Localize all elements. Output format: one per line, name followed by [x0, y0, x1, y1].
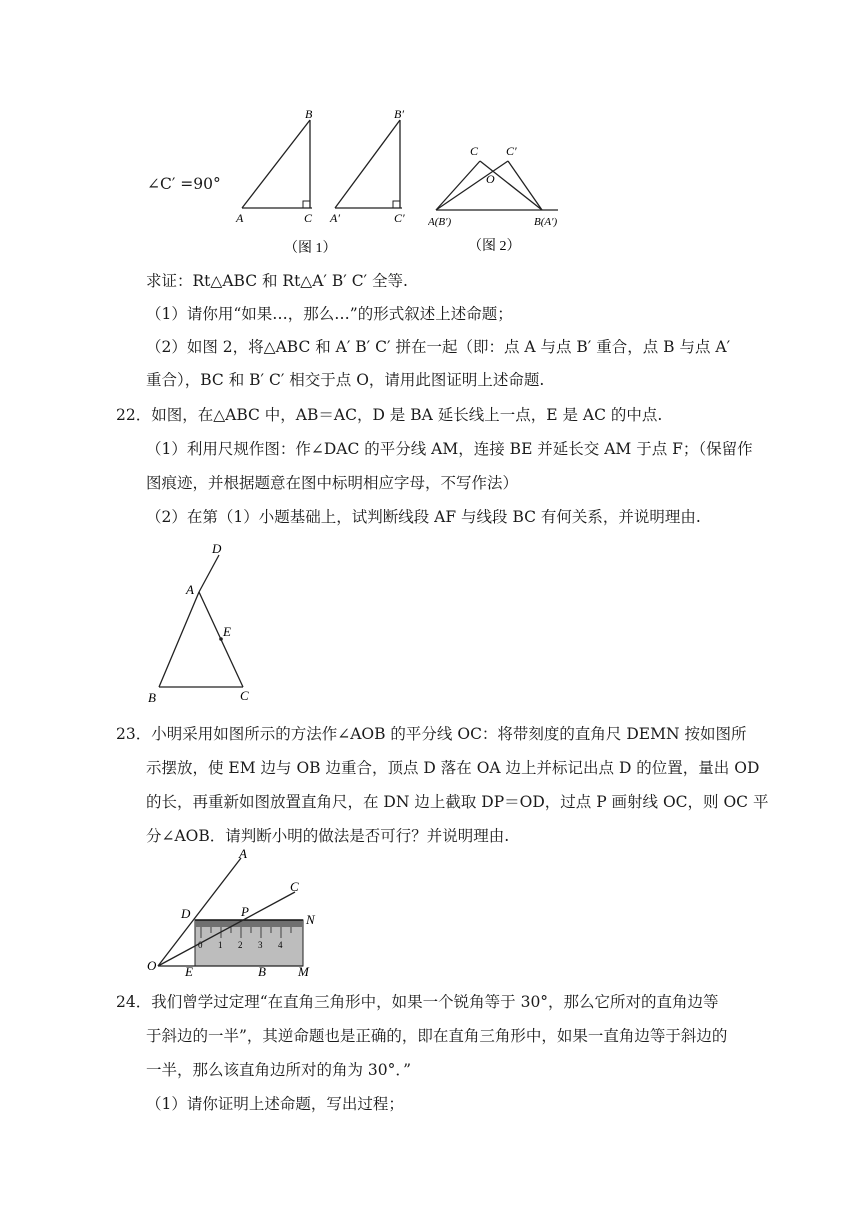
q23-line-1: 23．小明采用如图所示的方法作∠AOB 的平分线 OC：将带刻度的直角尺 DEMN 按如图所 — [116, 725, 747, 743]
q21-figure-1 — [230, 102, 430, 260]
label-O: O — [147, 958, 157, 973]
label-D: D — [181, 906, 191, 921]
q24-line-4: （1）请你证明上述命题，写出过程； — [146, 1095, 404, 1113]
ruler-tick-3: 3 — [258, 940, 263, 950]
q22-line-1: 22．如图，在△ABC 中，AB＝AC，D 是 BA 延长线上一点，E 是 AC 的中点. — [116, 406, 663, 424]
label-A: A — [236, 211, 244, 225]
ruler-tick-4: 4 — [278, 940, 283, 950]
label-C-prime: C′ — [394, 211, 405, 225]
label-C: C — [304, 211, 313, 225]
label-A: A — [239, 846, 247, 861]
q21-line-1: 求证：Rt△ABC 和 Rt△A′ B′ C′ 全等. — [146, 272, 408, 290]
label-C-prime: C′ — [506, 144, 517, 158]
label-M: M — [298, 964, 309, 978]
q21-line-2: （1）请你用“如果…，那么…”的形式叙述上述命题； — [146, 305, 513, 323]
label-A-B-prime: A(B′) — [428, 216, 452, 228]
ruler-tick-2: 2 — [238, 940, 243, 950]
q23-figure — [143, 846, 323, 978]
label-C: C — [470, 144, 479, 158]
q23-line-2: 示摆放，使 EM 边与 OB 边重合，顶点 D 落在 OA 边上并标记出点 D 的位置，量出 OD — [146, 759, 760, 777]
q21-line-4: 重合），BC 和 B′ C′ 相交于点 O，请用此图证明上述命题. — [146, 371, 545, 389]
q23-line-4: 分∠AOB．请判断小明的做法是否可行？并说明理由. — [146, 827, 510, 845]
label-B-A-prime: B(A′) — [534, 216, 558, 228]
angle-condition: ∠C′ =90° — [147, 175, 221, 193]
q24-line-2: 于斜边的一半”，其逆命题也是正确的，即在直角三角形中，如果一直角边等于斜边的 — [146, 1027, 728, 1045]
label-P: P — [241, 904, 249, 919]
q22-line-4: （2）在第（1）小题基础上，试判断线段 AF 与线段 BC 有何关系，并说明理由. — [146, 508, 701, 526]
q22-line-2: （1）利用尺规作图：作∠DAC 的平分线 AM，连接 BE 并延长交 AM 于点 F；（保留作 — [146, 440, 753, 458]
label-B: B — [305, 107, 313, 121]
q22-line-3: 图痕迹，并根据题意在图中标明相应字母，不写作法） — [146, 474, 519, 492]
figure-2-caption: （图 2） — [468, 239, 521, 254]
label-C: C — [240, 688, 249, 703]
ruler-tick-1: 1 — [218, 940, 223, 950]
label-B-prime: B′ — [394, 107, 404, 121]
label-A-prime: A′ — [330, 211, 340, 225]
q21-figure-2 — [428, 135, 568, 260]
label-E: E — [223, 624, 231, 639]
q24-line-1: 24．我们曾学过定理“在直角三角形中，如果一个锐角等于 30°，那么它所对的直角边等 — [116, 993, 719, 1011]
q22-figure — [140, 540, 260, 708]
label-A: A — [186, 582, 194, 597]
q23-line-3: 的长，再重新如图放置直角尺，在 DN 边上截取 DP＝OD，过点 P 画射线 OC，则 OC 平 — [146, 793, 769, 811]
q21-line-3: （2）如图 2，将△ABC 和 A′ B′ C′ 拼在一起（即：点 A 与点 B′ 重合，点 B 与点 A′ — [146, 338, 731, 356]
label-N: N — [306, 912, 315, 927]
label-B: B — [258, 964, 266, 978]
label-B: B — [148, 690, 156, 705]
label-D: D — [212, 541, 222, 556]
ruler-tick-0: 0 — [198, 940, 203, 950]
label-C: C — [290, 879, 299, 894]
figure-1-caption: （图 1） — [284, 241, 337, 256]
q24-line-3: 一半，那么该直角边所对的角为 30°．” — [146, 1061, 412, 1079]
label-O: O — [486, 172, 495, 186]
label-E: E — [185, 964, 193, 978]
